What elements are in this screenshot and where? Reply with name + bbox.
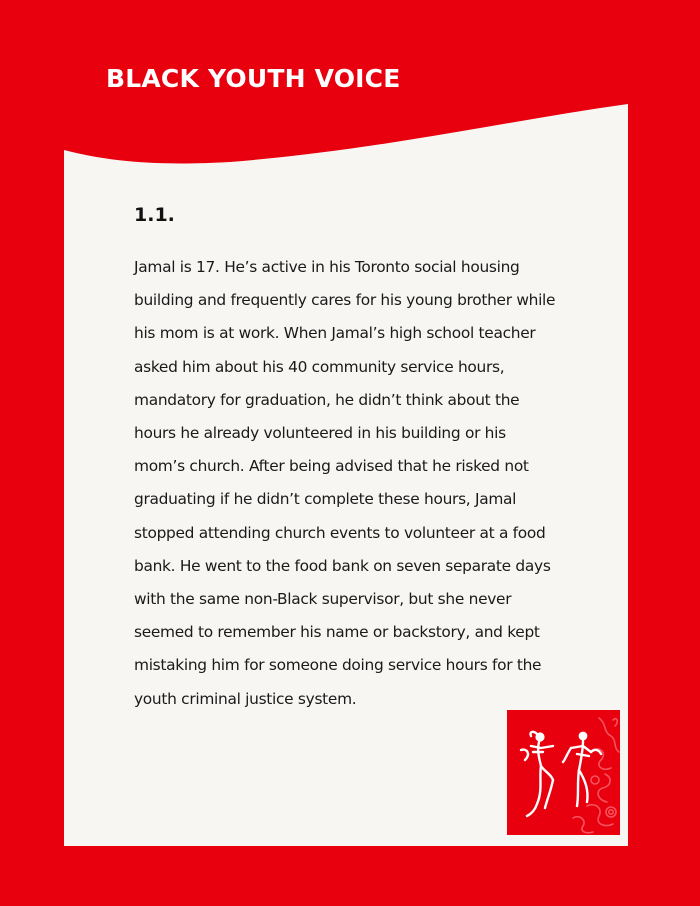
page-title: BLACK YOUTH VOICE (106, 64, 401, 93)
section-number: 1.1. (134, 204, 175, 226)
story-paragraph: Jamal is 17. He’s active in his Toronto social housing building and frequently cares for his young brother while his mom is at work. When Jamal’s high school teacher asked him about his 40 community service hours, mandatory for graduation, he didn’t think about the hours he already volunteered in his building or his mom’s church. After being advised that he risked not graduating if he didn’t complete these hours, Jamal stopped attending church events to volunteer at a food bank. He went to the food bank on seven separate days with the same non-Black supervisor, but she never seemed to remember his name or backstory, and kept mistaking him for someone doing service hours for the youth criminal justice system. (134, 258, 556, 708)
card-content (134, 200, 559, 716)
dancing-figures-logo (507, 710, 620, 835)
two-dancing-figures-icon (507, 710, 620, 835)
